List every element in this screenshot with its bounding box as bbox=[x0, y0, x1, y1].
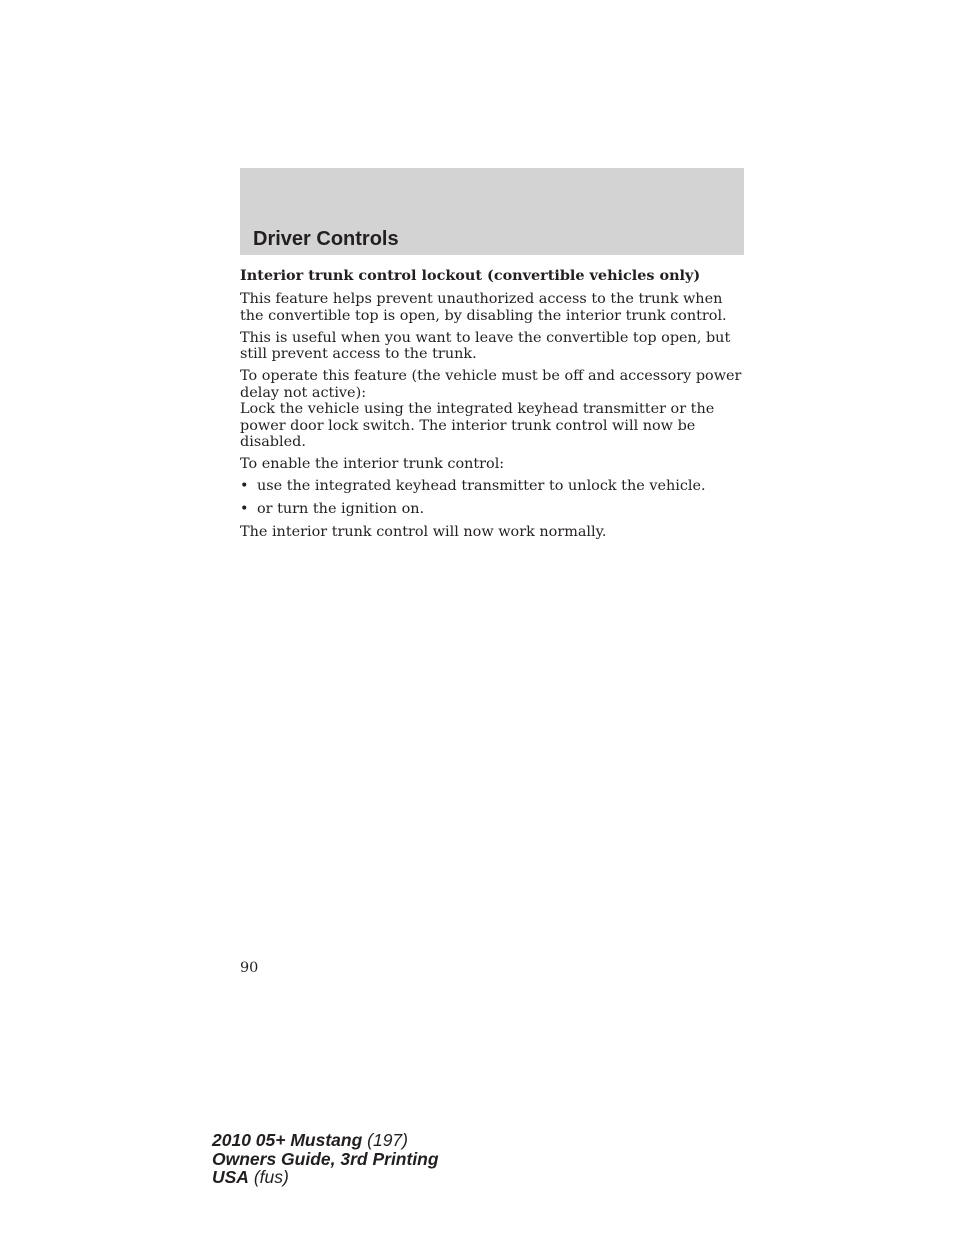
bullet-list bbox=[240, 478, 744, 518]
operate-step: Lock the vehicle using the integrated keyhead transmitter or the power door lock switch. The interior trunk control will now be disabled. bbox=[240, 401, 715, 450]
subsection-heading: Interior trunk control lockout (convertible vehicles only) bbox=[240, 267, 701, 284]
bullet-icon: • bbox=[240, 501, 249, 517]
document-footer bbox=[212, 1131, 439, 1187]
footer-line-1: 2010 05+ Mustang (197) bbox=[212, 1130, 408, 1150]
bullet-icon: • bbox=[240, 478, 249, 494]
section-header-band bbox=[240, 168, 744, 255]
enable-intro: To enable the interior trunk control: bbox=[240, 456, 505, 472]
section-title: Driver Controls bbox=[253, 228, 399, 250]
footer-line-3: USA (fus) bbox=[212, 1167, 289, 1187]
operate-paragraph bbox=[240, 368, 744, 451]
paragraph: This is useful when you want to leave the convertible top open, but still prevent access to the trunk. bbox=[240, 329, 731, 362]
list-item-text: or turn the ignition on. bbox=[257, 501, 425, 517]
list-item bbox=[240, 478, 744, 495]
page-content bbox=[240, 267, 744, 546]
operate-intro: To operate this feature (the vehicle must be off and accessory power delay not active): bbox=[240, 368, 742, 401]
page-number: 90 bbox=[240, 960, 259, 976]
footer-line-2: Owners Guide, 3rd Printing bbox=[212, 1148, 439, 1169]
paragraph: This feature helps prevent unauthorized access to the trunk when the convertible top is open, by disabling the interior trunk control. bbox=[240, 291, 727, 324]
list-item bbox=[240, 501, 744, 518]
closing-paragraph: The interior trunk control will now work normally. bbox=[240, 524, 607, 540]
list-item-text: use the integrated keyhead transmitter to unlock the vehicle. bbox=[257, 478, 706, 494]
